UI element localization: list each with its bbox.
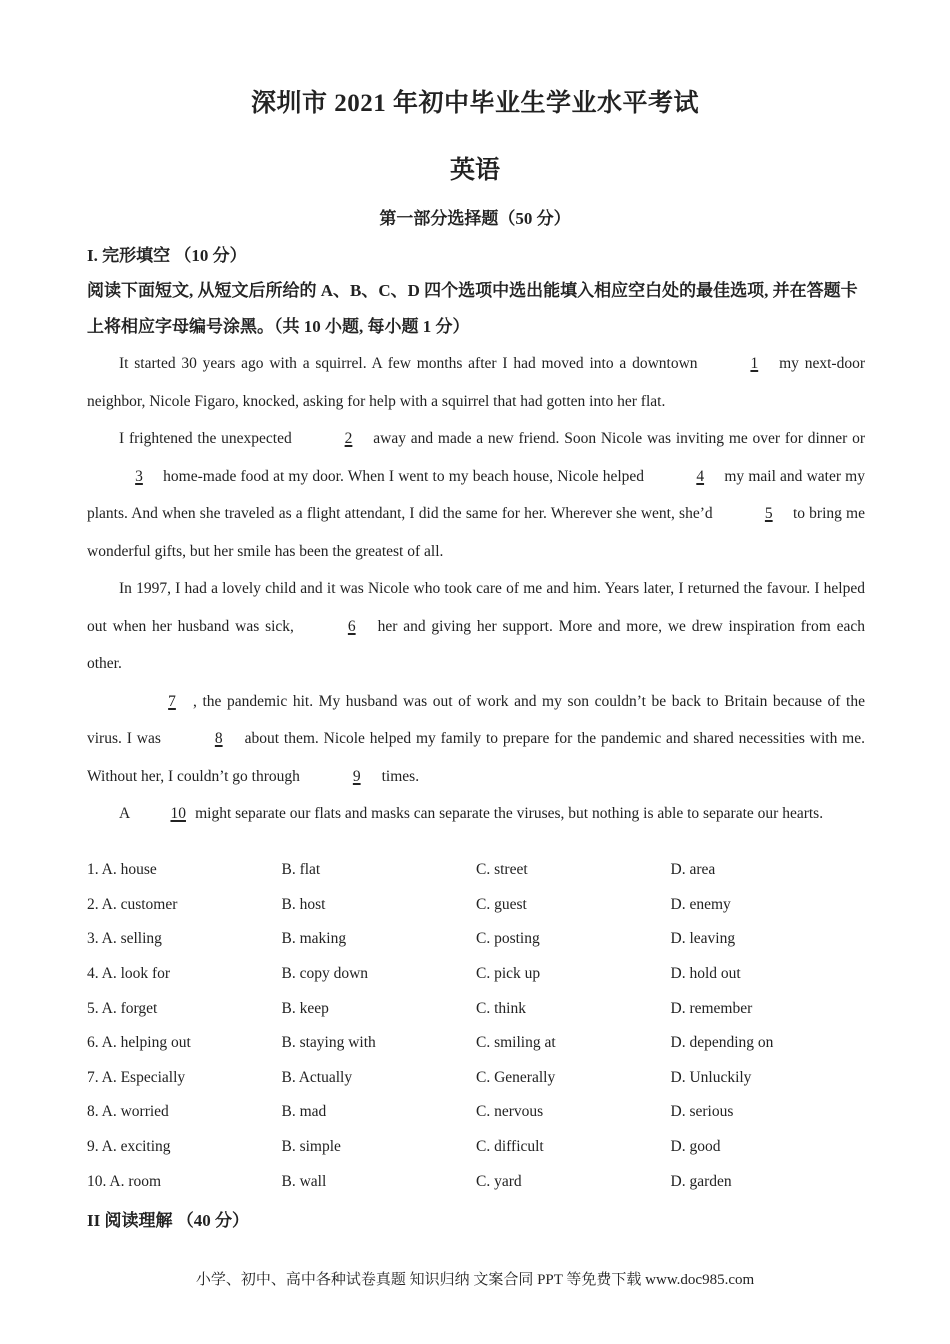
option-a: 7. A. Especially bbox=[87, 1068, 186, 1086]
option-a: 6. A. helping out bbox=[87, 1034, 191, 1052]
option-a: 10. A. room bbox=[87, 1172, 162, 1190]
option-c: C. Generally bbox=[476, 1068, 556, 1086]
option-b: B. making bbox=[281, 930, 347, 948]
option-d: D. good bbox=[670, 1138, 721, 1156]
option-a: 4. A. look for bbox=[87, 965, 171, 983]
blank-1: 1 bbox=[750, 355, 759, 372]
passage-text: away and made a new friend. Soon Nicole was inviting me over for dinner or bbox=[368, 430, 866, 447]
option-c: C. nervous bbox=[476, 1103, 544, 1121]
answer-options bbox=[87, 853, 867, 1199]
passage-text: A bbox=[119, 805, 134, 822]
option-row-1 bbox=[87, 853, 867, 888]
footer-watermark: 小学、初中、高中各种试卷真题 知识归纳 文案合同 PPT 等免费下载 www.doc985.com bbox=[195, 1272, 755, 1288]
blank-4: 4 bbox=[696, 467, 705, 485]
option-row-3 bbox=[87, 922, 867, 957]
option-b: B. flat bbox=[281, 861, 321, 879]
option-d: D. leaving bbox=[670, 930, 736, 948]
passage-paragraph-3 bbox=[87, 570, 865, 683]
option-row-5 bbox=[87, 991, 867, 1026]
option-b: B. Actually bbox=[281, 1068, 353, 1086]
option-row-7 bbox=[87, 1061, 867, 1096]
option-d: D. remember bbox=[670, 999, 753, 1017]
option-row-6 bbox=[87, 1026, 867, 1061]
option-a: 9. A. exciting bbox=[87, 1138, 171, 1156]
blank-5: 5 bbox=[764, 505, 773, 522]
section2-heading: II 阅读理解 （40 分） bbox=[87, 1211, 249, 1230]
option-a: 2. A. customer bbox=[87, 895, 178, 913]
passage-text: my next-door neighbor, Nicole Figaro, knocked, asking for help with a squirrel that had gotten into her flat. bbox=[87, 355, 865, 410]
option-b: B. staying with bbox=[281, 1034, 376, 1052]
option-a: 5. A. forget bbox=[87, 999, 158, 1017]
passage-text: times. bbox=[377, 767, 420, 785]
cloze-passage bbox=[87, 345, 865, 833]
option-c: C. guest bbox=[476, 895, 527, 913]
subject-title: 英语 bbox=[449, 157, 500, 184]
option-b: B. host bbox=[281, 895, 326, 913]
section1-instructions: 阅读下面短文, 从短文后所给的 A、B、C、D 四个选项中选出能填入相应空白处的最佳选项, 并在答题卡上将相应字母编号涂黑。（共 10 小题, 每小题 1 分） bbox=[87, 281, 858, 336]
option-a: 8. A. worried bbox=[87, 1103, 169, 1121]
passage-text: home-made food at my door. When I went to my beach house, Nicole helped bbox=[159, 467, 649, 485]
option-b: B. mad bbox=[281, 1103, 327, 1121]
passage-text: my mail and water my plants. And when she traveled as a flight attendant, I did the same for her. Wherever she went, she’d bbox=[87, 467, 865, 522]
option-b: B. simple bbox=[281, 1138, 341, 1156]
passage-text: her and giving her support. More and more, we drew inspiration from each other. bbox=[87, 617, 865, 672]
option-row-4 bbox=[87, 957, 867, 992]
option-d: D. hold out bbox=[670, 965, 741, 983]
option-row-2 bbox=[87, 888, 867, 923]
section1-heading: I. 完形填空 （10 分） bbox=[87, 246, 247, 265]
option-c: C. pick up bbox=[476, 965, 541, 983]
blank-7: 7 bbox=[168, 692, 176, 710]
blank-10: 10 bbox=[170, 805, 186, 822]
passage-text: I frightened the unexpected bbox=[119, 430, 297, 447]
part-heading: 第一部分选择题（50 分） bbox=[379, 209, 571, 228]
passage-paragraph-1 bbox=[87, 345, 865, 420]
option-c: C. street bbox=[476, 861, 528, 879]
blank-8: 8 bbox=[214, 730, 223, 747]
passage-text: about them. Nicole helped my family to prepare for the pandemic and shared necessities with me. Without her, I couldn’t go through bbox=[87, 730, 865, 785]
option-row-10 bbox=[87, 1164, 867, 1199]
blank-3: 3 bbox=[135, 467, 143, 485]
passage-text: It started 30 years ago with a squirrel. A few months after I had moved into a downtown bbox=[119, 355, 704, 372]
passage-paragraph-4 bbox=[87, 683, 865, 796]
option-d: D. area bbox=[670, 861, 716, 879]
option-row-8 bbox=[87, 1095, 867, 1130]
passage-text: might separate our flats and masks can separate the viruses, but nothing is able to separate our hearts. bbox=[191, 805, 824, 822]
passage-text: In 1997, I had a lovely child and it was Nicole who took care of me and him. Years later, I returned the favour. I helped out when her husband was sick, bbox=[87, 580, 865, 635]
option-row-9 bbox=[87, 1130, 867, 1165]
passage-paragraph-2 bbox=[87, 420, 865, 570]
option-b: B. keep bbox=[281, 999, 329, 1017]
option-d: D. enemy bbox=[670, 895, 731, 913]
option-d: D. serious bbox=[670, 1103, 734, 1121]
passage-text: , the pandemic hit. My husband was out of work and my son couldn’t be back to Britain because of the virus. I was bbox=[87, 692, 865, 747]
option-c: C. smiling at bbox=[476, 1034, 556, 1052]
passage-text: to bring me wonderful gifts, but her smile has been the greatest of all. bbox=[87, 505, 865, 560]
blank-2: 2 bbox=[344, 430, 353, 447]
exam-title: 深圳市 2021 年初中毕业生学业水平考试 bbox=[250, 90, 699, 117]
option-b: B. copy down bbox=[281, 965, 369, 983]
blank-9: 9 bbox=[352, 767, 361, 785]
option-a: 3. A. selling bbox=[87, 930, 162, 948]
option-d: D. garden bbox=[670, 1172, 732, 1190]
option-c: C. difficult bbox=[476, 1138, 544, 1156]
option-d: D. depending on bbox=[670, 1034, 774, 1052]
option-c: C. posting bbox=[476, 930, 540, 948]
option-d: D. Unluckily bbox=[670, 1068, 752, 1086]
option-c: C. think bbox=[476, 999, 526, 1017]
option-b: B. wall bbox=[281, 1172, 327, 1190]
passage-paragraph-5 bbox=[87, 795, 865, 833]
option-a: 1. A. house bbox=[87, 861, 157, 879]
blank-6: 6 bbox=[347, 617, 356, 635]
option-c: C. yard bbox=[476, 1172, 522, 1190]
